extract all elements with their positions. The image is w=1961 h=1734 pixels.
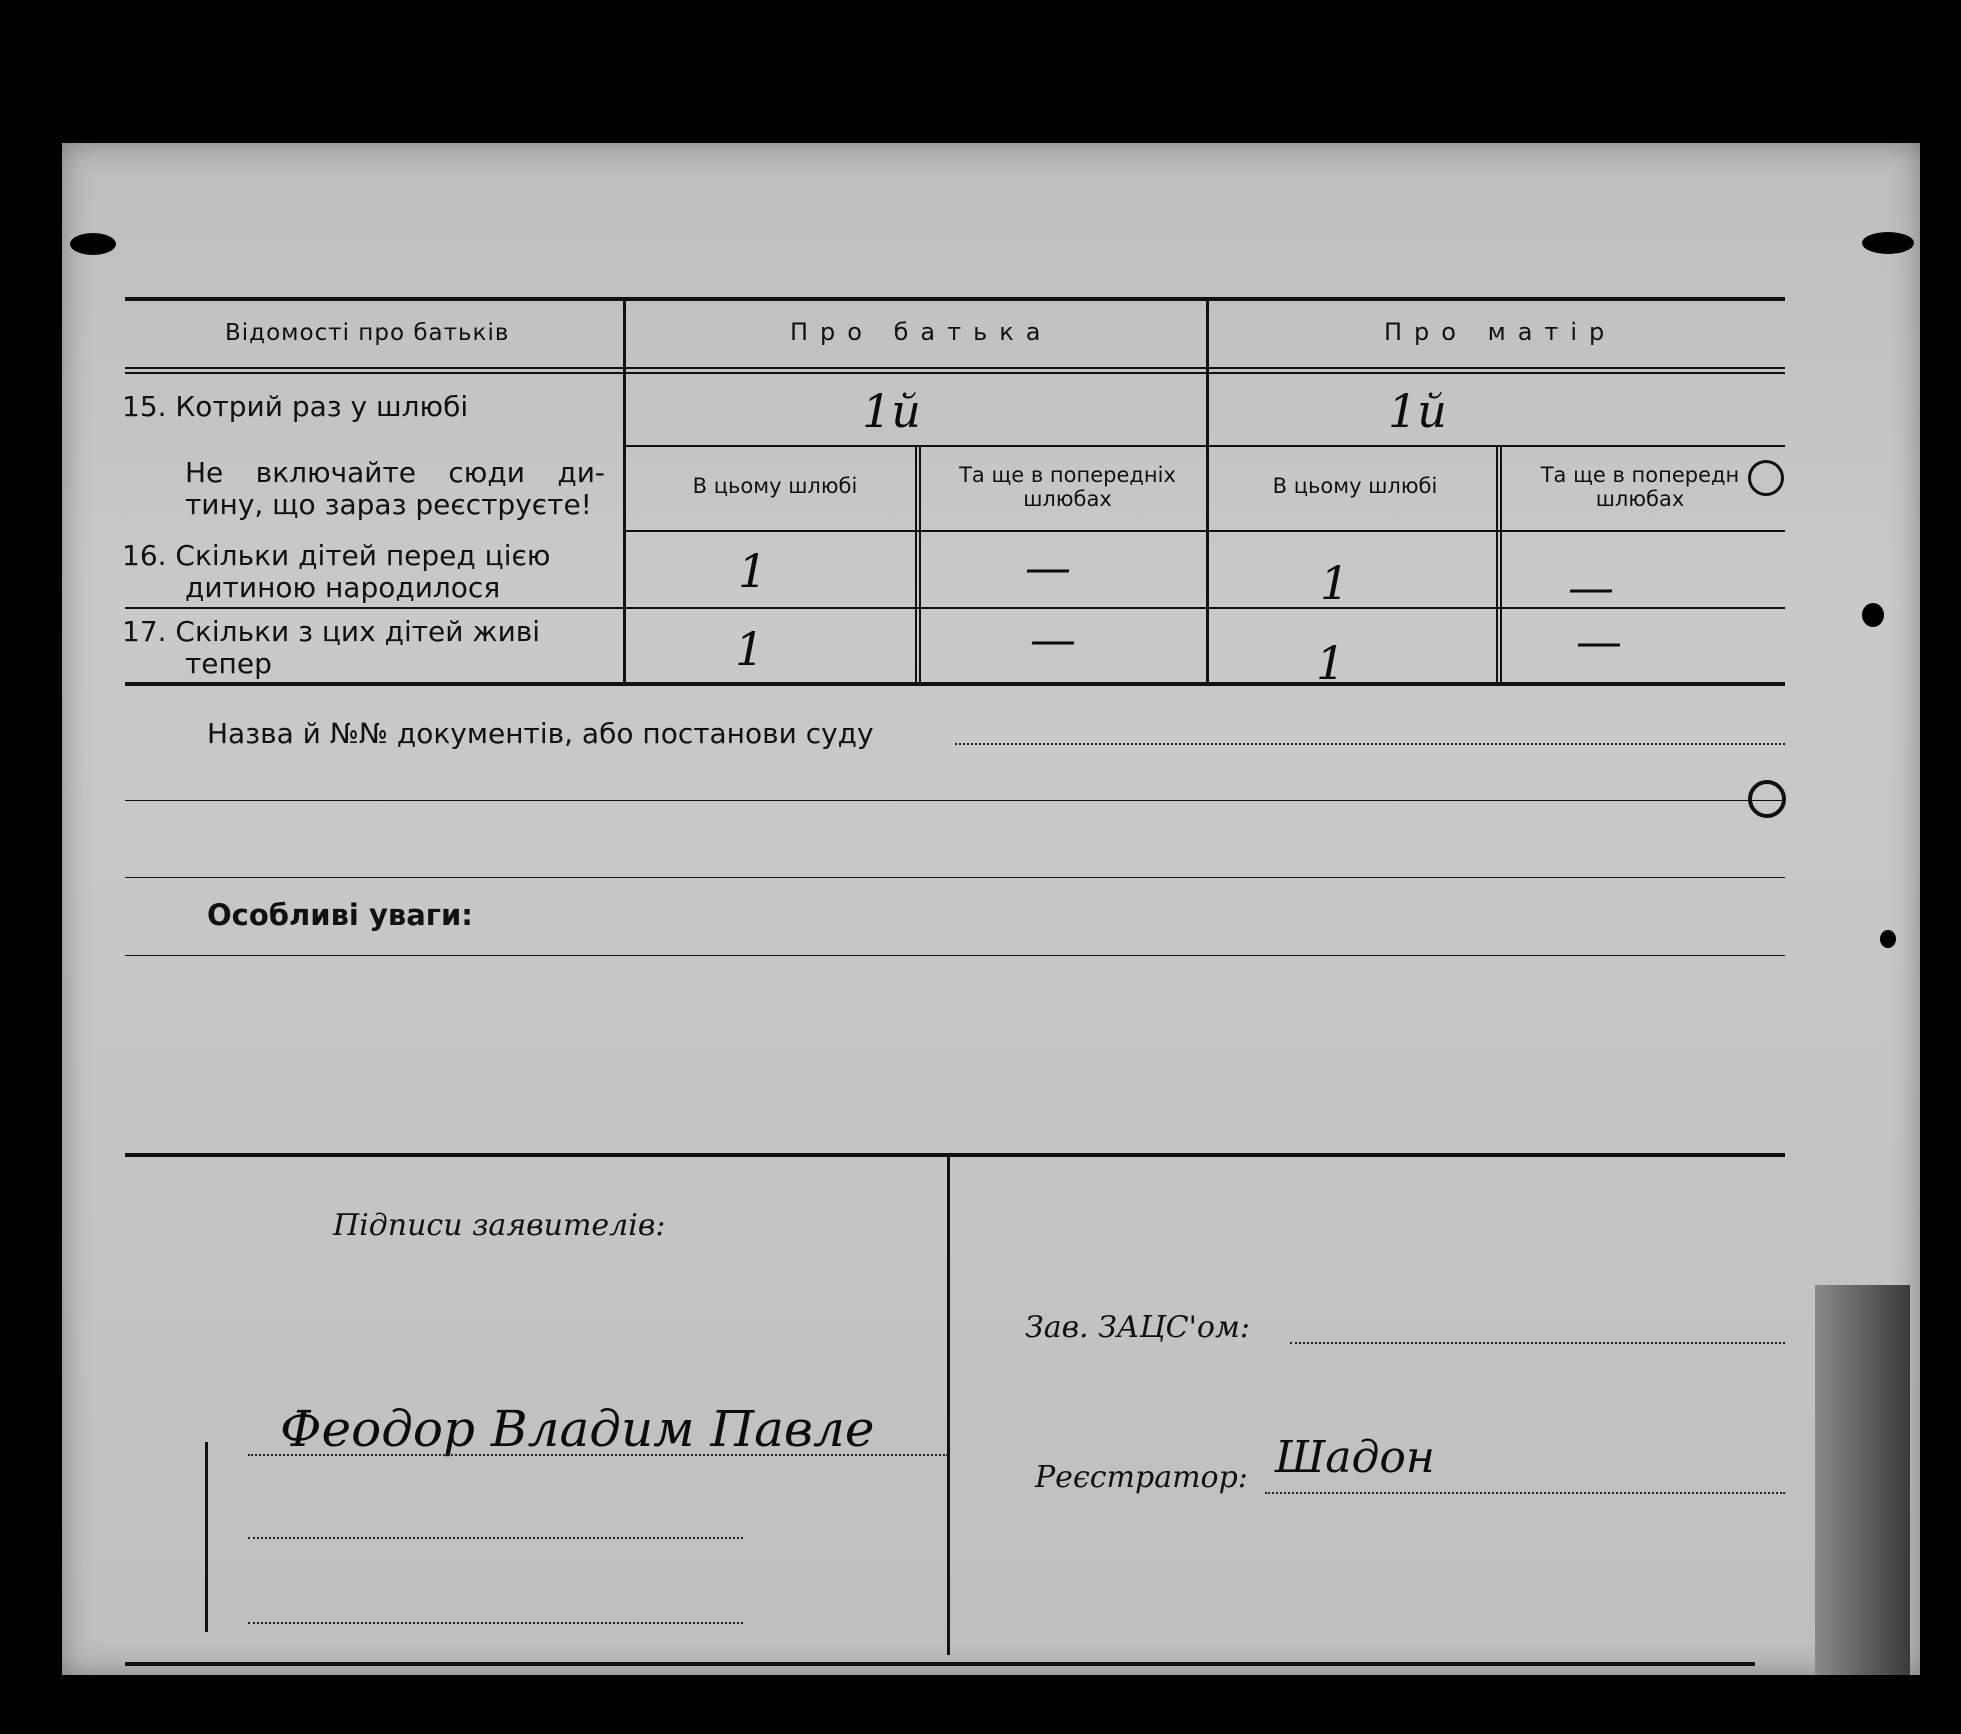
punch-hole — [1862, 603, 1884, 627]
table-header-parents: Відомості про батьків — [225, 320, 510, 346]
table-row-rule — [125, 607, 1785, 609]
remarks-label: Особливі уваги: — [207, 898, 473, 932]
table-header-father: Про батька — [790, 318, 1053, 346]
table-col-divider — [623, 297, 626, 683]
signature-section-bottom-rule — [125, 1662, 1755, 1666]
signature-section-top-rule — [125, 1153, 1785, 1157]
row16-father-prev: — — [1025, 540, 1071, 594]
registrar-line — [1265, 1492, 1785, 1494]
table-top-rule — [125, 297, 1785, 301]
subheader-mother-this: В цьому шлюбі — [1272, 474, 1438, 498]
head-zags-label: Зав. ЗАЦС'ом: — [1025, 1310, 1250, 1345]
torn-corner — [1815, 1285, 1910, 1675]
punch-hole — [1880, 930, 1896, 948]
documents-fill-line — [955, 743, 1785, 745]
punch-hole — [1748, 780, 1786, 818]
head-zags-line — [1290, 1342, 1785, 1344]
remarks-rule — [125, 955, 1785, 956]
row15-father-value: 1й — [862, 384, 921, 438]
registrar-signature: Шадон — [1275, 1432, 1435, 1483]
row15-mother-value: 1й — [1388, 384, 1447, 438]
table-row-rule — [625, 445, 1785, 447]
subheader-father-prev: Та ще в попередніх шлюбах — [959, 463, 1176, 511]
row17-label: 17. Скільки з цих дітей живі тепер — [122, 615, 541, 680]
applicant-signature-line — [248, 1622, 743, 1624]
documents-rule — [125, 877, 1785, 878]
registrar-label: Реєстратор: — [1035, 1460, 1248, 1495]
table-row-rule — [625, 530, 1785, 532]
row16-mother-prev: — — [1568, 560, 1614, 614]
table-header-rule — [125, 367, 1785, 369]
documents-label: Назва й №№ документів, або постанови суду — [207, 717, 874, 750]
row17-father-this: 1 — [735, 622, 765, 676]
punch-hole — [1862, 232, 1914, 254]
row15-label: 15. Котрий раз у шлюбі — [122, 390, 469, 423]
table-subcol-divider — [1496, 445, 1502, 682]
subheader-father-this: В цьому шлюбі — [692, 474, 858, 498]
signature-divider — [947, 1155, 950, 1655]
applicants-signatures-label: Підписи заявителів: — [333, 1208, 666, 1243]
table-header-rule — [125, 372, 1785, 374]
subheader-mother-prev: Та ще в попередн шлюбах — [1540, 463, 1740, 511]
applicant-signature: Феодор Владим Павле — [280, 1400, 875, 1458]
row16-father-this: 1 — [738, 544, 768, 598]
row17-mother-prev: — — [1576, 614, 1622, 668]
applicant-signature-line — [248, 1537, 743, 1539]
documents-rule — [125, 800, 1785, 801]
table-header-mother: Про матір — [1384, 318, 1617, 346]
row16-mother-this: 1 — [1320, 556, 1350, 610]
row17-father-prev: — — [1030, 612, 1076, 666]
table-bottom-rule — [125, 682, 1785, 686]
punch-hole — [70, 233, 116, 255]
exclusion-note: Не включайте сюди ди- тину, що зараз реєструєте! — [185, 456, 605, 521]
row16-label: 16. Скільки дітей перед цією дитиною народилося — [122, 539, 551, 604]
table-subcol-divider — [915, 445, 921, 682]
applicants-brace — [205, 1442, 218, 1632]
row17-mother-this: 1 — [1316, 636, 1346, 690]
